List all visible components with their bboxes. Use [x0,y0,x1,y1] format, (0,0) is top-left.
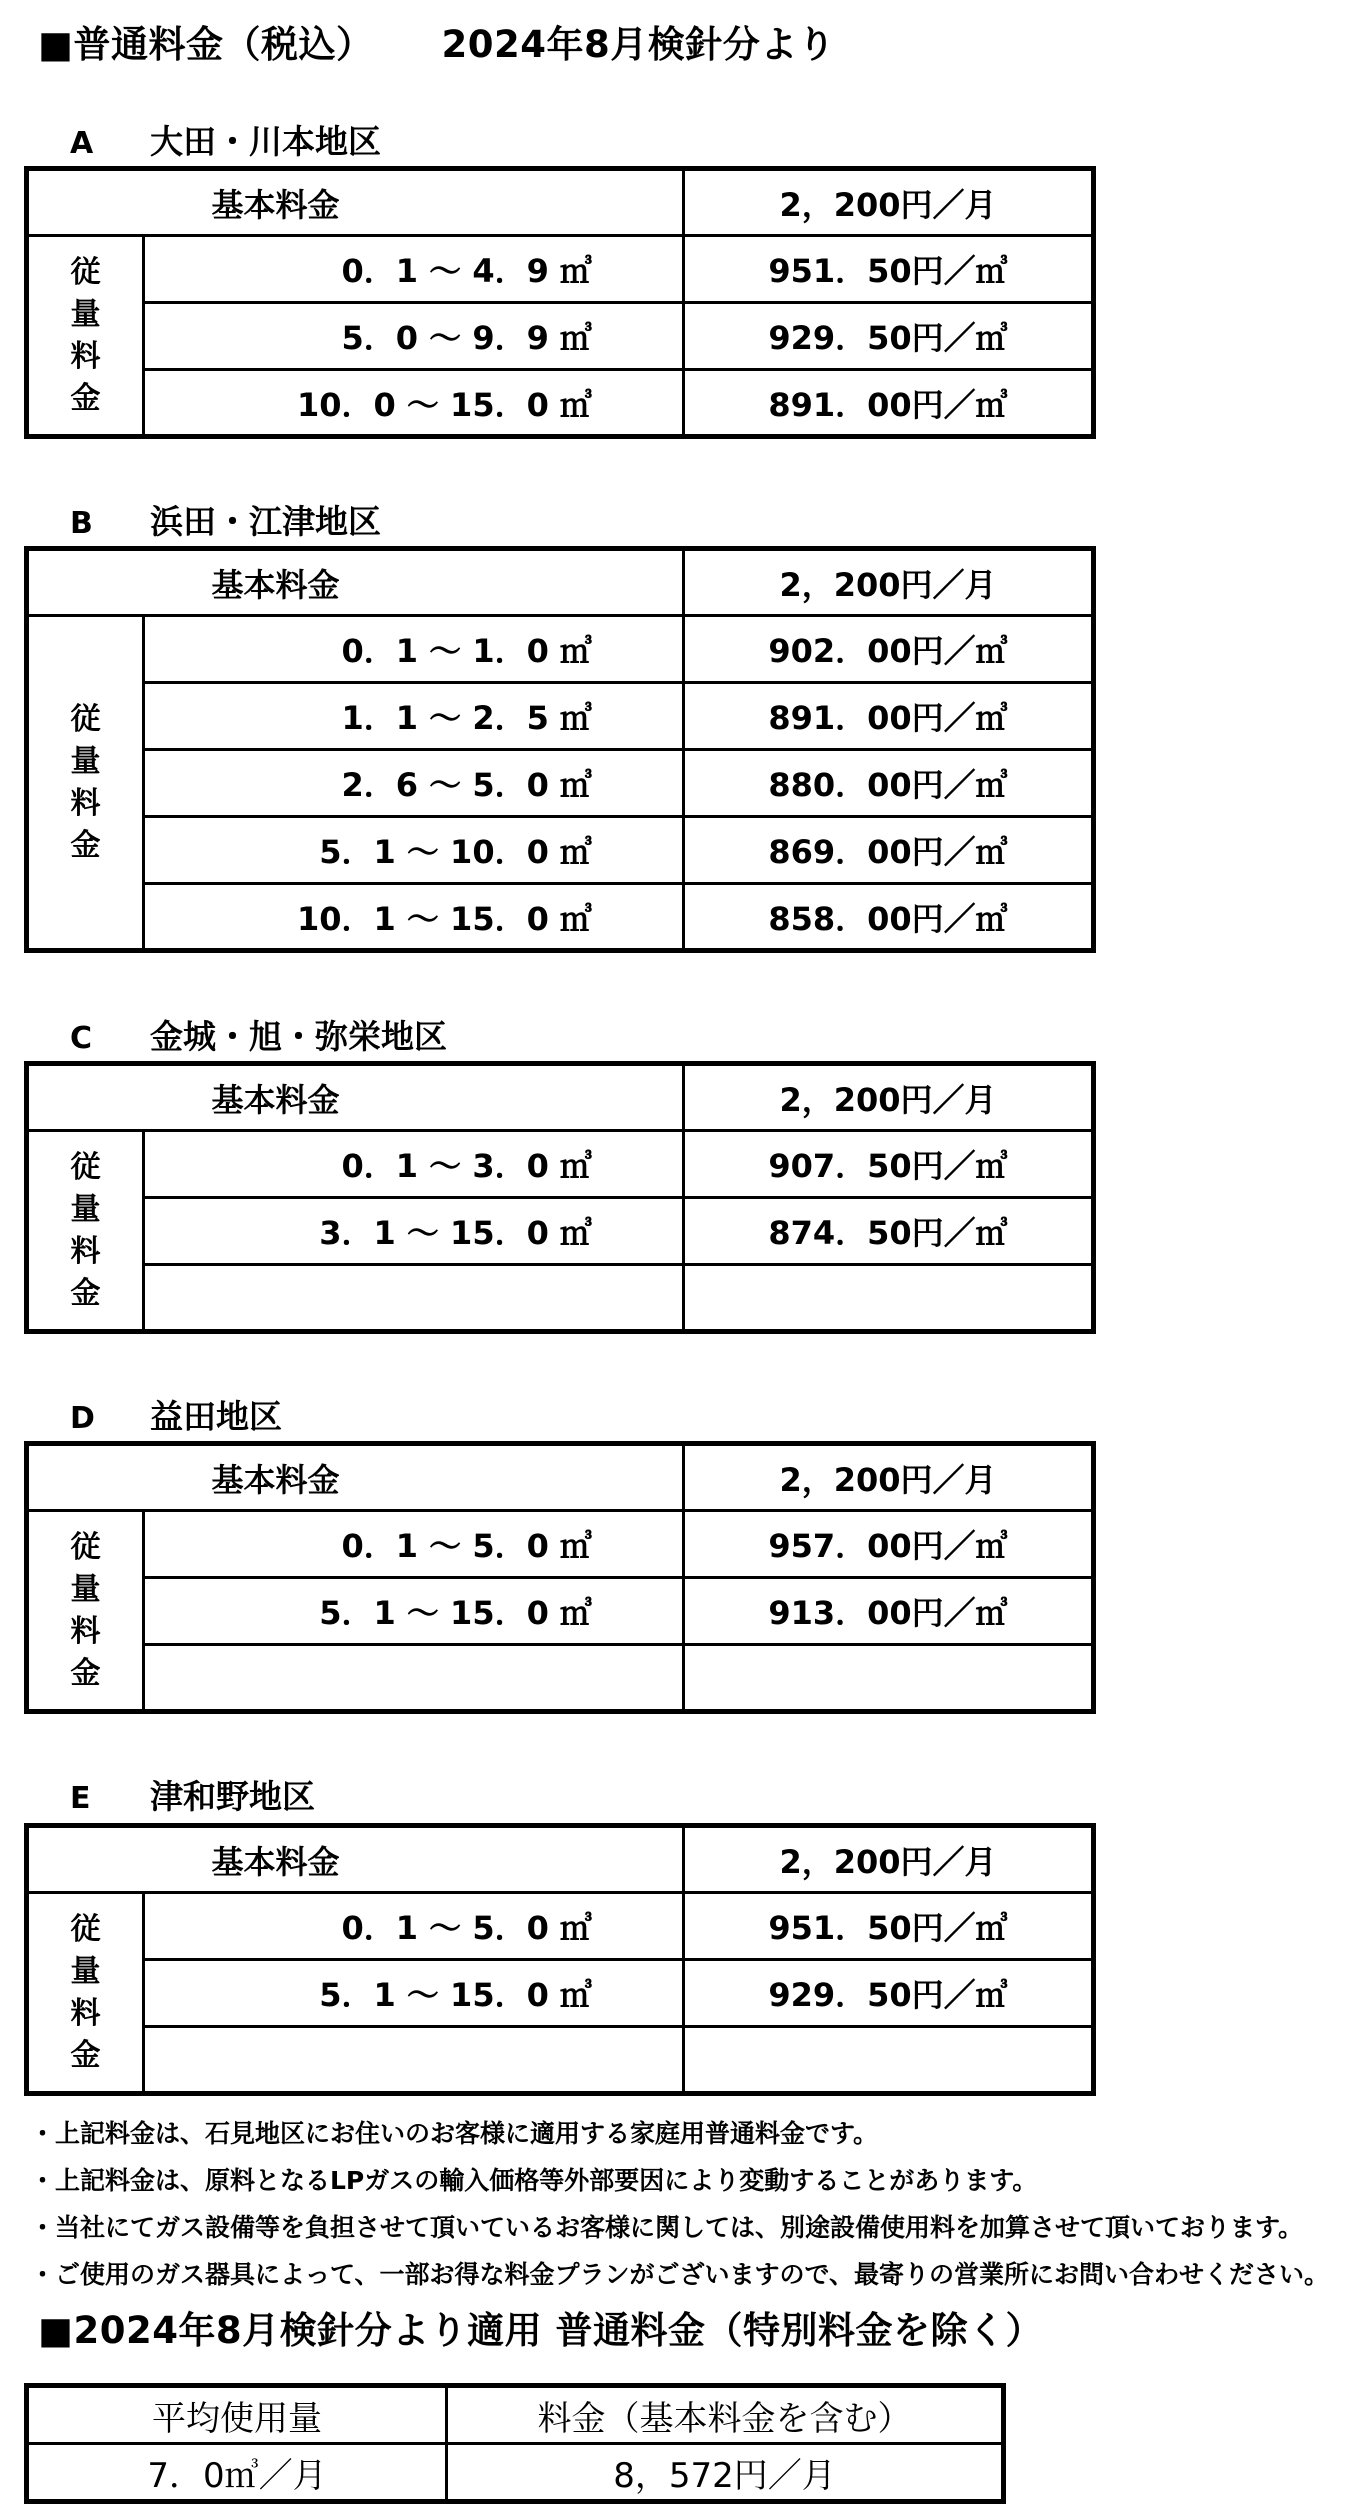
district-name: 益田地区 [150,1397,282,1436]
district-name: 大田・川本地区 [150,122,381,161]
table-row [27,1265,1094,1332]
usage-range: 10．1 ～ 15．0 ㎥ [144,884,684,951]
usage-fee-label: 従 量 料 金 [27,616,144,951]
usage-range: 5．1 ～ 15．0 ㎥ [144,1960,684,2027]
district-name: 浜田・江津地区 [150,502,381,541]
table-row [27,1198,1094,1265]
basic-fee-label: 基本料金 [27,549,684,616]
basic-fee-label: 基本料金 [27,1064,684,1131]
average-usage-value: 7．0㎥／月 [27,2444,447,2502]
district-e-heading [70,1771,315,1818]
unit-price: 874．50円／㎥ [684,1198,1094,1265]
usage-fee-label: 従 量 料 金 [27,1893,144,2094]
usage-fee-label: 従 量 料 金 [27,1131,144,1332]
usage-range: 3．1 ～ 15．0 ㎥ [144,1198,684,1265]
basic-fee-value: 2，200円／月 [684,169,1094,236]
usage-range [144,1265,684,1332]
note-item: ・上記料金は、原料となるLPガスの輸入価格等外部要因により変動することがあります。 [30,2166,1038,2195]
usage-range: 0．1 ～ 5．0 ㎥ [144,1893,684,1960]
basic-fee-value: 2，200円／月 [684,549,1094,616]
unit-price [684,2027,1094,2094]
district-letter: E [70,1781,91,1816]
usage-range: 5．1 ～ 10．0 ㎥ [144,817,684,884]
district-letter: B [70,506,93,541]
usage-fee-label: 従 量 料 金 [27,236,144,437]
fee-value: 8，572円／月 [447,2444,1004,2502]
basic-fee-value: 2，200円／月 [684,1826,1094,1893]
page-title-label: ■普通料金（税込） [38,23,374,66]
district-letter: A [70,126,94,161]
unit-price [684,1265,1094,1332]
rate-table-d [24,1441,1096,1714]
unit-price: 929．50円／㎥ [684,1960,1094,2027]
unit-price: 907．50円／㎥ [684,1131,1094,1198]
unit-price: 957．00円／㎥ [684,1511,1094,1578]
usage-range: 10．0 ～ 15．0 ㎥ [144,370,684,437]
table-row [27,1578,1094,1645]
table-row [27,2444,1004,2502]
note-item: ・当社にてガス設備等を負担させて頂いているお客様に関しては、別途設備使用料を加算させて頂いております。 [30,2213,1304,2242]
unit-price: 869．00円／㎥ [684,817,1094,884]
usage-range: 0．1 ～ 5．0 ㎥ [144,1511,684,1578]
note-item: ・ご使用のガス器具によって、一部お得な料金プランがございますので、最寄りの営業所にお問い合わせください。 [30,2260,1330,2289]
table-row [27,236,1094,303]
table-row [27,1645,1094,1712]
table-row [27,884,1094,951]
usage-range: 0．1 ～ 1．0 ㎥ [144,616,684,683]
basic-fee-label: 基本料金 [27,1826,684,1893]
unit-price: 891．00円／㎥ [684,683,1094,750]
district-c-heading [70,1011,447,1058]
usage-range [144,2027,684,2094]
district-letter: C [70,1021,93,1056]
section-title-average: ■2024年8月検針分より適用 普通料金（特別料金を除く） [38,2309,1044,2352]
table-row [27,2027,1094,2094]
basic-fee-value: 2，200円／月 [684,1064,1094,1131]
table-row [27,303,1094,370]
table-row [27,549,1094,616]
usage-range: 5．1 ～ 15．0 ㎥ [144,1578,684,1645]
notes [30,2110,1329,2298]
page-title-date: 2024年8月検針分より [441,23,836,66]
unit-price: 858．00円／㎥ [684,884,1094,951]
usage-range [144,1645,684,1712]
page-title [38,14,835,68]
usage-range: 0．1 ～ 4．9 ㎥ [144,236,684,303]
usage-range: 2．6 ～ 5．0 ㎥ [144,750,684,817]
unit-price: 902．00円／㎥ [684,616,1094,683]
unit-price: 929．50円／㎥ [684,303,1094,370]
usage-range: 5．0 ～ 9．9 ㎥ [144,303,684,370]
rate-table-a [24,166,1096,439]
table-row [27,1960,1094,2027]
rate-table-c [24,1061,1096,1334]
unit-price: 951．50円／㎥ [684,236,1094,303]
rate-table-b [24,546,1096,953]
basic-fee-label: 基本料金 [27,1444,684,1511]
table-row [27,1826,1094,1893]
basic-fee-value: 2，200円／月 [684,1444,1094,1511]
unit-price: 913．00円／㎥ [684,1578,1094,1645]
unit-price: 951．50円／㎥ [684,1893,1094,1960]
table-row [27,370,1094,437]
table-row [27,750,1094,817]
district-b-heading [70,496,381,543]
average-usage-header: 平均使用量 [27,2386,447,2444]
district-d-heading [70,1391,282,1438]
unit-price [684,1645,1094,1712]
district-letter: D [70,1401,95,1436]
table-row [27,1444,1094,1511]
table-row [27,169,1094,236]
rate-table-e [24,1823,1096,2096]
unit-price: 880．00円／㎥ [684,750,1094,817]
table-row [27,683,1094,750]
table-row [27,616,1094,683]
basic-fee-label: 基本料金 [27,169,684,236]
note-item: ・上記料金は、石見地区にお住いのお客様に適用する家庭用普通料金です。 [30,2119,879,2148]
unit-price: 891．00円／㎥ [684,370,1094,437]
district-name: 津和野地区 [150,1777,315,1816]
fee-header: 料金（基本料金を含む） [447,2386,1004,2444]
average-fee-table [24,2383,1006,2504]
usage-fee-label: 従 量 料 金 [27,1511,144,1712]
district-name: 金城・旭・弥栄地区 [150,1017,447,1056]
table-row [27,1893,1094,1960]
usage-range: 1．1 ～ 2．5 ㎥ [144,683,684,750]
usage-range: 0．1 ～ 3．0 ㎥ [144,1131,684,1198]
table-row [27,1511,1094,1578]
table-row [27,1064,1094,1131]
table-row [27,1131,1094,1198]
table-row [27,817,1094,884]
table-row [27,2386,1004,2444]
district-a-heading [70,116,381,163]
